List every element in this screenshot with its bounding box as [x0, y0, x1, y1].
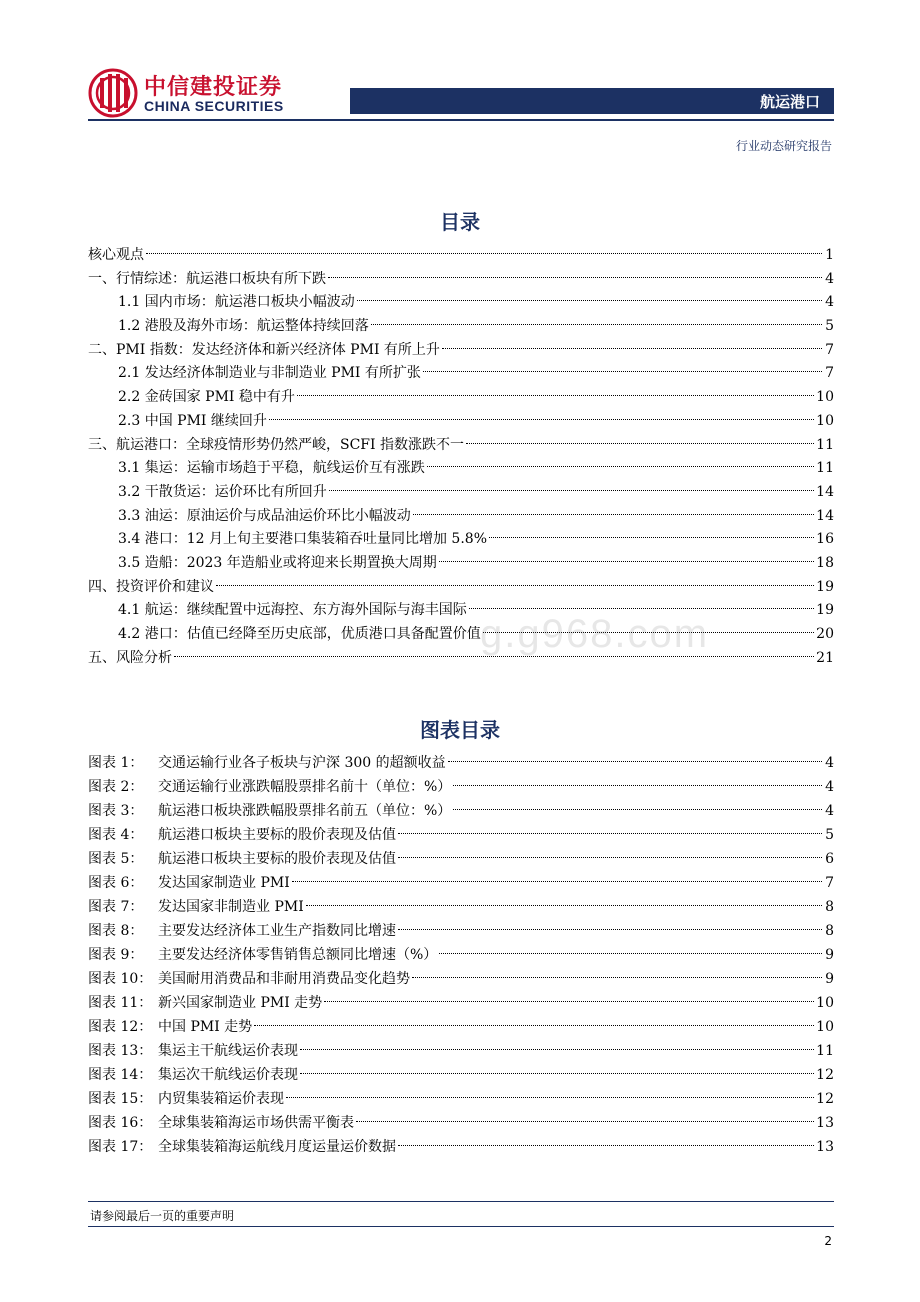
figure-entry[interactable] [88, 919, 834, 943]
dot-leader [413, 514, 814, 515]
dot-leader [292, 881, 822, 882]
figure-entry[interactable] [88, 1063, 834, 1087]
figure-number: 图表 3： [88, 803, 144, 819]
figure-title: 发达国家非制造业 PMI [158, 899, 304, 915]
toc-label: 四、投资评价和建议 [88, 578, 214, 595]
toc-entry[interactable] [88, 457, 834, 481]
page-ref: 18 [816, 554, 834, 571]
figure-number: 图表 17： [88, 1139, 153, 1155]
figure-title: 美国耐用消费品和非耐用消费品变化趋势 [158, 971, 410, 987]
toc-label: 2.2 金砖国家 PMI 稳中有升 [118, 389, 295, 406]
page-ref: 10 [816, 1019, 834, 1035]
page-ref: 8 [825, 899, 834, 915]
page-ref: 4 [825, 803, 834, 819]
toc-label: 五、风险分析 [88, 649, 172, 666]
dot-leader [453, 809, 822, 810]
page-ref: 10 [816, 995, 834, 1011]
dot-leader [427, 466, 814, 467]
figure-number: 图表 9： [88, 947, 144, 963]
dot-leader [300, 1073, 814, 1074]
company-logo [88, 68, 288, 118]
page-ref: 13 [816, 1139, 834, 1155]
figure-title: 集运主干航线运价表现 [158, 1043, 298, 1059]
toc-entry[interactable] [88, 244, 834, 268]
dot-leader [439, 561, 814, 562]
figure-number: 图表 7： [88, 899, 144, 915]
dot-leader [269, 419, 814, 420]
figure-title: 交通运输行业涨跌幅股票排名前十（单位：%） [158, 779, 452, 795]
dot-leader [423, 371, 822, 372]
dot-leader [398, 1145, 814, 1146]
dot-leader [324, 1001, 814, 1002]
page-ref: 4 [825, 779, 834, 795]
page-ref: 4 [825, 270, 834, 287]
disclaimer-note: 请参阅最后一页的重要声明 [90, 1209, 235, 1223]
dot-leader [297, 395, 814, 396]
page-ref: 10 [816, 389, 834, 406]
page-ref: 5 [825, 318, 834, 335]
toc-entry[interactable] [88, 410, 834, 434]
dot-leader [466, 443, 814, 444]
figure-entry[interactable] [88, 775, 834, 799]
china-securities-logo-icon [88, 68, 138, 118]
figure-entry[interactable] [88, 1039, 834, 1063]
figure-number: 图表 6： [88, 875, 144, 891]
page-ref: 7 [825, 875, 834, 891]
toc-entry[interactable] [88, 386, 834, 410]
page-ref: 9 [825, 971, 834, 987]
figure-number: 图表 13： [88, 1043, 153, 1059]
toc-entry[interactable] [88, 481, 834, 505]
sector-banner [350, 88, 834, 114]
dot-leader [489, 537, 814, 538]
toc-label: 1.2 港股及海外市场：航运整体持续回落 [118, 318, 369, 335]
page-ref: 12 [816, 1067, 834, 1083]
toc-label: 2.3 中国 PMI 继续回升 [118, 412, 267, 429]
page-ref: 11 [816, 460, 834, 477]
dot-leader [371, 324, 822, 325]
dot-leader [398, 929, 822, 930]
figure-title: 航运港口板块主要标的股价表现及估值 [158, 827, 396, 843]
page-ref: 19 [816, 578, 834, 595]
toc-entry[interactable] [88, 647, 834, 671]
footer-divider-bottom [88, 1226, 834, 1227]
page-ref: 20 [816, 626, 834, 642]
figure-title: 集运次干航线运价表现 [158, 1067, 298, 1083]
toc-entry[interactable] [88, 552, 834, 576]
page-ref: 5 [825, 827, 834, 843]
figure-number: 图表 14： [88, 1067, 153, 1083]
page-number: 2 [824, 1234, 832, 1248]
toc-label: 4.2 港口：估值已经降至历史底部，优质港口具备配置价值 [118, 626, 481, 642]
sector-label: 航运港口 [759, 93, 820, 111]
toc-entry[interactable] [88, 599, 834, 623]
figure-entry[interactable] [88, 991, 834, 1015]
toc-label: 1.1 国内市场：航运港口板块小幅波动 [118, 294, 355, 311]
dot-leader [439, 953, 822, 954]
page-ref: 4 [825, 294, 834, 311]
footer-divider [88, 1201, 834, 1202]
dot-leader [306, 905, 822, 906]
toc-label: 二、PMI 指数：发达经济体和新兴经济体 PMI 有所上升 [88, 341, 440, 358]
figures-toc-title: 图表目录 [420, 718, 500, 742]
page-ref: 8 [825, 923, 834, 939]
page-header [0, 0, 920, 160]
toc-entry[interactable] [88, 315, 834, 339]
figure-entry[interactable] [88, 967, 834, 991]
dot-leader [448, 761, 822, 762]
figure-number: 图表 12： [88, 1019, 153, 1035]
page-ref: 11 [816, 1043, 834, 1059]
figure-entry[interactable] [88, 799, 834, 823]
figure-number: 图表 5： [88, 851, 144, 867]
toc-label: 2.1 发达经济体制造业与非制造业 PMI 有所扩张 [118, 365, 421, 382]
dot-leader [328, 277, 822, 278]
dot-leader [329, 490, 814, 491]
dot-leader [442, 348, 822, 349]
toc-entry[interactable] [88, 505, 834, 529]
figure-title: 新兴国家制造业 PMI 走势 [158, 995, 323, 1011]
figure-number: 图表 4： [88, 827, 144, 843]
figure-title: 主要发达经济体工业生产指数同比增速 [158, 923, 396, 939]
toc-label: 3.4 港口：12 月上旬主要港口集装箱吞吐量同比增加 5.8% [118, 531, 487, 548]
figure-title: 航运港口板块涨跌幅股票排名前五（单位：%） [158, 803, 452, 819]
page-ref: 14 [816, 483, 834, 500]
figure-entry[interactable] [88, 943, 834, 967]
dot-leader [216, 585, 814, 586]
figure-entry[interactable] [88, 871, 834, 895]
dot-leader [356, 1121, 814, 1122]
figure-title: 主要发达经济体零售销售总额同比增速（%） [158, 947, 438, 963]
dot-leader [412, 977, 822, 978]
report-type: 行业动态研究报告 [735, 139, 832, 153]
page-ref: 4 [825, 755, 834, 771]
dot-leader [357, 300, 822, 301]
figure-number: 图表 11： [88, 995, 153, 1011]
dot-leader [398, 857, 822, 858]
toc-label: 三、航运港口：全球疫情形势仍然严峻，SCFI 指数涨跌不一 [88, 436, 464, 453]
figure-entry[interactable] [88, 1087, 834, 1111]
table-of-contents [88, 244, 834, 670]
toc-entry[interactable] [88, 339, 834, 363]
page-ref: 1 [825, 247, 834, 263]
toc-label: 4.1 航运：继续配置中远海控、东方海外国际与海丰国际 [118, 602, 467, 619]
dot-leader [398, 833, 822, 834]
figure-number: 图表 10： [88, 971, 153, 987]
figures-list [88, 751, 834, 1159]
watermark: g.g968.com [480, 612, 710, 656]
page-ref: 16 [816, 531, 834, 548]
dot-leader [453, 785, 822, 786]
figure-entry[interactable] [88, 1135, 834, 1159]
page-ref: 12 [816, 1091, 834, 1107]
figure-number: 图表 2： [88, 779, 144, 795]
figure-title: 全球集装箱海运航线月度运量运价数据 [158, 1139, 396, 1155]
figure-entry[interactable] [88, 751, 834, 775]
figure-entry[interactable] [88, 1111, 834, 1135]
figure-number: 图表 8： [88, 923, 144, 939]
page-ref: 10 [816, 412, 834, 429]
toc-entry[interactable] [88, 291, 834, 315]
toc-entry[interactable] [88, 434, 834, 458]
dot-leader [254, 1025, 814, 1026]
toc-label: 一、行情综述：航运港口板块有所下跌 [88, 270, 326, 287]
toc-title: 目录 [440, 210, 480, 234]
toc-entry[interactable] [88, 576, 834, 600]
figure-entry[interactable] [88, 1015, 834, 1039]
page-ref: 6 [825, 851, 834, 867]
toc-entry[interactable] [88, 268, 834, 292]
figure-title: 发达国家制造业 PMI [158, 875, 290, 891]
toc-label: 3.5 造船：2023 年造船业或将迎来长期置换大周期 [118, 554, 437, 571]
figure-title: 内贸集装箱运价表现 [158, 1091, 284, 1107]
page-ref: 7 [825, 341, 834, 358]
toc-label: 3.1 集运：运输市场趋于平稳，航线运价互有涨跌 [118, 460, 425, 477]
page-ref: 13 [816, 1115, 834, 1131]
figure-entry[interactable] [88, 823, 834, 847]
page-ref: 21 [816, 649, 834, 666]
figure-number: 图表 16： [88, 1115, 153, 1131]
toc-label: 核心观点 [88, 247, 144, 263]
page-ref: 19 [816, 602, 834, 619]
figure-title: 全球集装箱海运市场供需平衡表 [158, 1115, 354, 1131]
figure-entry[interactable] [88, 895, 834, 919]
figure-entry[interactable] [88, 847, 834, 871]
toc-entry[interactable] [88, 362, 834, 386]
page-ref: 7 [825, 365, 834, 382]
page-ref: 9 [825, 947, 834, 963]
page-ref: 14 [816, 507, 834, 524]
dot-leader [286, 1097, 814, 1098]
figure-number: 图表 15： [88, 1091, 153, 1107]
logo-english-name: CHINA SECURITIES [144, 98, 284, 114]
figure-title: 交通运输行业各子板块与沪深 300 的超额收益 [158, 755, 446, 771]
dot-leader [146, 253, 822, 254]
toc-label: 3.2 干散货运：运价环比有所回升 [118, 483, 327, 500]
figure-number: 图表 1： [88, 755, 144, 771]
page-ref: 11 [816, 436, 834, 453]
toc-entry[interactable] [88, 623, 834, 647]
toc-entry[interactable] [88, 528, 834, 552]
toc-label: 3.3 油运：原油运价与成品油运价环比小幅波动 [118, 507, 411, 524]
figure-title: 中国 PMI 走势 [158, 1019, 253, 1035]
logo-chinese-name: 中信建投证券 [144, 75, 283, 100]
figure-title: 航运港口板块主要标的股价表现及估值 [158, 851, 396, 867]
header-divider [88, 119, 834, 121]
dot-leader [300, 1049, 814, 1050]
dot-leader [469, 608, 814, 609]
